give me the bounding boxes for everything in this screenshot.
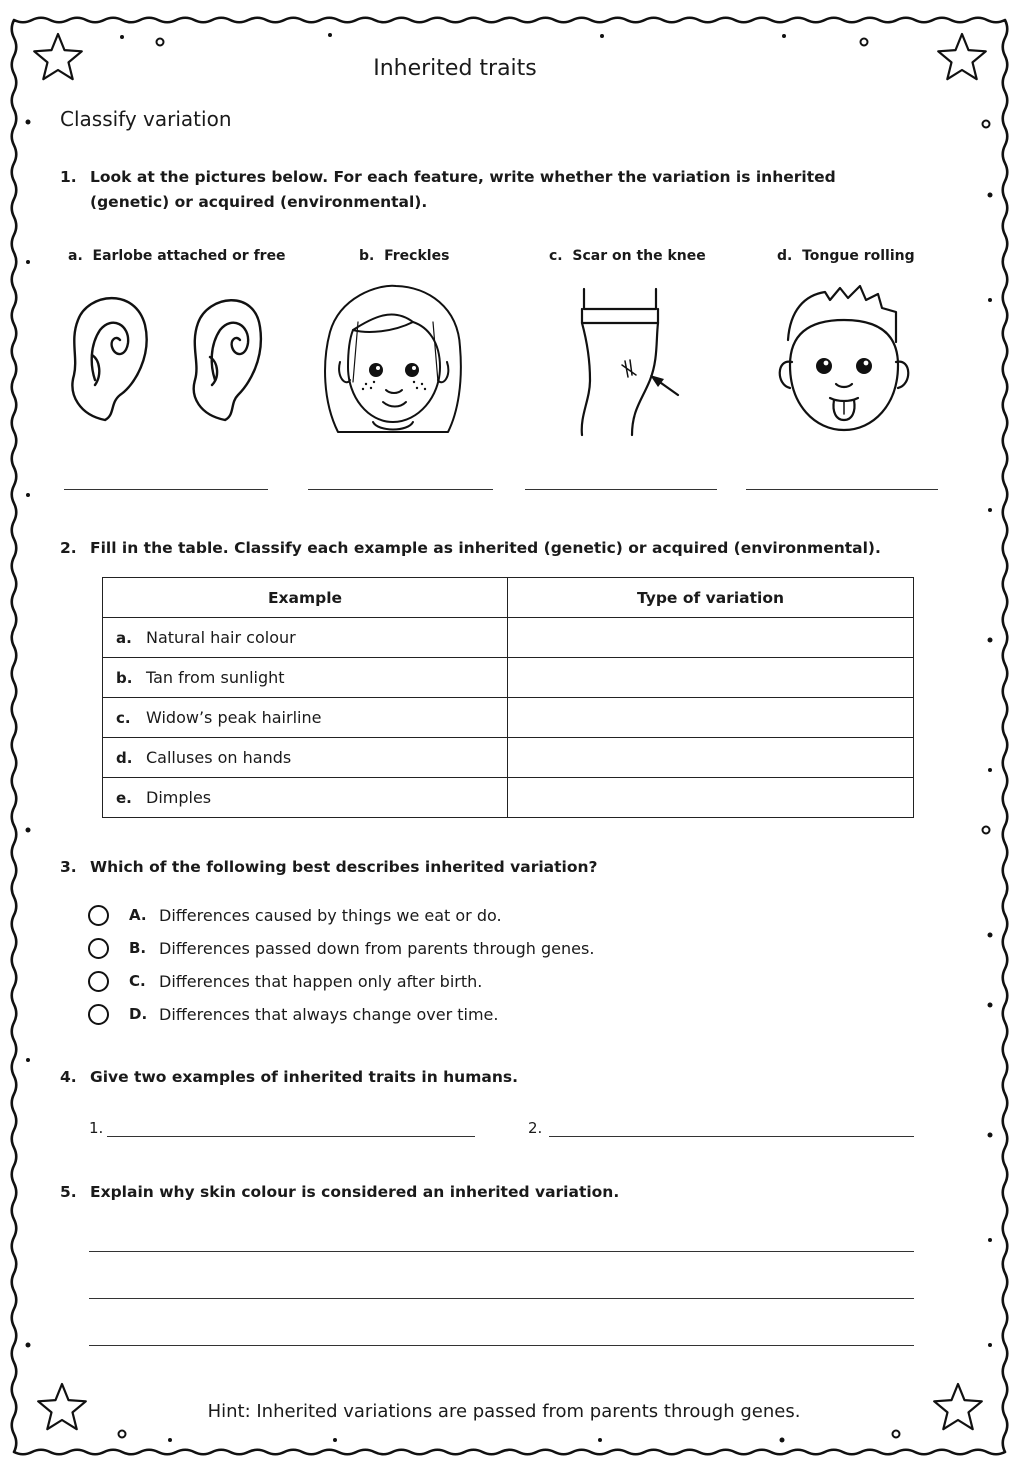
table-row [103,738,914,778]
option-text: Differences passed down from parents through genes. [159,938,595,958]
classification-table [102,577,914,818]
row-letter: b. [116,669,133,687]
type-answer-cell[interactable] [508,658,914,698]
example-text: Tan from sunlight [146,668,285,687]
row-letter: c. [116,709,131,727]
explanation-line-1[interactable] [89,1250,914,1252]
explanation-line-2[interactable] [89,1297,914,1299]
picture-letter: a. [68,248,83,264]
answer-line-d[interactable] [746,488,938,490]
example-cell [103,778,508,818]
picture-letter: b. [359,248,375,264]
question-2 [60,536,920,561]
option-c[interactable] [88,968,482,994]
question-number: 2. [60,539,77,557]
example-cell [103,658,508,698]
picture-label-d [777,248,915,264]
picture-label-c [549,248,706,264]
row-letter: a. [116,629,132,647]
answer-line-c[interactable] [525,488,717,490]
question-number: 3. [60,858,77,876]
option-b[interactable] [88,935,594,961]
option-letter: A. [129,906,147,924]
question-text: Give two examples of inherited traits in humans. [90,1068,518,1086]
column-header-type: Type of variation [508,578,914,618]
question-4 [60,1065,920,1090]
picture-letter: c. [549,248,563,264]
freckled-girl-icon [318,282,468,442]
question-text: Look at the pictures below. For each feature, write whether the variation is inherited (genetic) or acquired (environmental). [90,168,836,211]
star-icon [938,34,986,79]
picture-label-b [359,248,449,264]
answer-line-1[interactable] [107,1135,475,1137]
blank-1-label: 1. [89,1119,104,1137]
option-text: Differences that happen only after birth. [159,971,483,991]
radio-button[interactable] [88,971,109,992]
radio-button[interactable] [88,1004,109,1025]
type-answer-cell[interactable] [508,778,914,818]
question-3 [60,855,920,880]
question-1 [60,165,860,215]
option-letter: C. [129,972,146,990]
answer-line-b[interactable] [308,488,493,490]
type-answer-cell[interactable] [508,738,914,778]
question-number: 5. [60,1183,77,1201]
blank-2-label: 2. [528,1119,543,1137]
answer-line-2[interactable] [549,1135,914,1137]
example-text: Widow’s peak hairline [146,708,322,727]
picture-caption: Tongue rolling [802,248,915,264]
picture-caption: Scar on the knee [572,248,706,264]
page-title: Inherited traits [373,56,537,81]
example-cell [103,698,508,738]
question-text: Which of the following best describes inherited variation? [90,858,598,876]
option-letter: B. [129,939,147,957]
picture-label-a [68,248,286,264]
table-row [103,658,914,698]
column-header-example: Example [103,578,508,618]
picture-letter: d. [777,248,793,264]
table-row [103,778,914,818]
question-text: Explain why skin colour is considered an inherited variation. [90,1183,620,1201]
type-answer-cell[interactable] [508,618,914,658]
table-header-row [103,578,914,618]
option-text: Differences caused by things we eat or do. [159,905,502,925]
ears-icon [60,285,270,425]
type-answer-cell[interactable] [508,698,914,738]
radio-button[interactable] [88,905,109,926]
question-5 [60,1180,920,1205]
table-row [103,618,914,658]
row-letter: d. [116,749,133,767]
option-text: Differences that always change over time. [159,1004,499,1024]
question-number: 1. [60,168,77,186]
question-number: 4. [60,1068,77,1086]
example-cell [103,738,508,778]
question-text: Fill in the table. Classify each example as inherited (genetic) or acquired (environmental). [90,539,881,557]
option-letter: D. [129,1005,148,1023]
row-letter: e. [116,789,132,807]
table-row [103,698,914,738]
option-a[interactable] [88,902,502,928]
answer-line-a[interactable] [64,488,268,490]
radio-button[interactable] [88,938,109,959]
knee-scar-icon [570,285,690,440]
section-heading: Classify variation [60,107,232,131]
explanation-line-3[interactable] [89,1344,914,1346]
picture-caption: Earlobe attached or free [92,248,286,264]
hint-text: Hint: Inherited variations are passed from parents through genes. [207,1401,801,1422]
example-text: Dimples [146,788,212,807]
example-text: Natural hair colour [146,628,296,647]
option-d[interactable] [88,1001,498,1027]
example-text: Calluses on hands [146,748,292,767]
example-cell [103,618,508,658]
tongue-rolling-boy-icon [770,280,918,440]
picture-caption: Freckles [384,248,450,264]
